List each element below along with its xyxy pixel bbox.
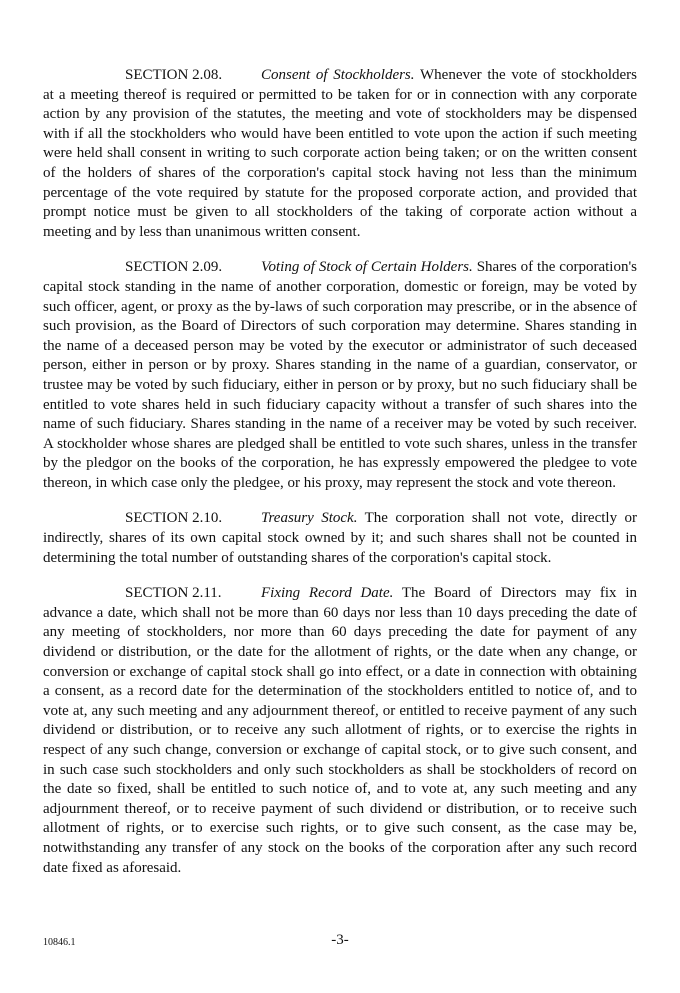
section-title: Treasury Stock.	[261, 510, 358, 527]
document-id: 10846.1	[43, 937, 76, 948]
section-body: Shares of the corporation's capital stock standing in the name of another corporation, domestic or foreign, may be voted by such officer, agent, or proxy as the by-laws of such corporation may prescribe, or in the absence of such provision, as the Board of Directors of such corporation may determine. Shares standing in the name of a deceased person may be voted by the executor or administrator of such deceased person, either in person or by proxy. Shares standing in the name of a guardian, conservator, or trustee may be voted by such fiduciary, either in person or by proxy, but no such fiduciary shall be entitled to vote shares held in such fiduciary capacity without a transfer of such shares into the name of such fiduciary. Shares standing in the name of a receiver may be voted by such receiver. A stockholder whose shares are pledged shall be entitled to vote such shares, unless in the transfer by the pledgor on the books of the corporation, he has expressly empowered the pledgee to vote thereon, in which case only the pledgee, or his proxy, may represent the stock and vote thereon.	[43, 259, 637, 491]
section-title: Fixing Record Date.	[261, 585, 394, 602]
page-number: -3-	[331, 932, 349, 948]
section-body: Whenever the vote of stockholders at a meeting thereof is required or permitted to be taken for or in connection with any corporate action by any provision of the statutes, the meeting and vote of stockholders may be dispensed with if all the stockholders who would have been entitled to vote upon the action if such meeting were held shall consent in writing to such corporate action being taken; or on the written consent of the holders of shares of the corporation's capital stock having not less than the minimum percentage of the vote required by statute for the proposed corporate action, and provided that prompt notice must be given to all stockholders of the taking of corporate action without a meeting and by less than unanimous written consent.	[43, 67, 638, 240]
section-number: SECTION 2.09.	[125, 259, 223, 276]
section-body: The Board of Directors may fix in advance a date, which shall not be more than 60 days nor less than 10 days preceding the date of any meeting of stockholders, nor more than 60 days preceding the date for payment of any dividend or distribution, or the date for the allotment of rights, or the date when any change, or conversion or exchange of capital stock shall go into effect, or a date in connection with obtaining a consent, as a record date for the determination of the stockholders entitled to notice of, and to vote at, any such meeting and any adjournment thereof, or entitled to receive payment of any such dividend or distribution, or to receive any such allotment of rights, or to exercise the rights in respect of any such change, conversion or exchange of capital stock, or to give such consent, and in such case such stockholders and only such stockholders as shall be stockholders of record on the date so fixed, shall be entitled to such notice of, and to vote at, any such meeting and any adjournment thereof, or to receive payment of such dividend or distribution, or to receive such allotment of rights, or to exercise such rights, or to give such consent, as the case may be, notwithstanding any transfer of any stock on the books of the corporation after any such record date fixed as aforesaid.	[43, 585, 637, 876]
section-number: SECTION 2.08.	[125, 67, 223, 83]
section-2-09	[43, 258, 637, 493]
section-number: SECTION 2.11.	[125, 585, 222, 602]
document-page	[43, 66, 637, 894]
section-2-10	[43, 509, 637, 568]
section-number: SECTION 2.10.	[125, 510, 223, 527]
section-title: Consent of Stockholders.	[261, 67, 415, 83]
section-title: Voting of Stock of Certain Holders.	[261, 259, 473, 276]
section-2-08	[43, 66, 637, 242]
section-2-11	[43, 584, 637, 878]
section-body: The corporation shall not vote, directly or indirectly, shares of its own capital stock owned by it; and such shares shall not be counted in determining the total number of outstanding shares of the corporation's capital stock.	[43, 510, 637, 566]
